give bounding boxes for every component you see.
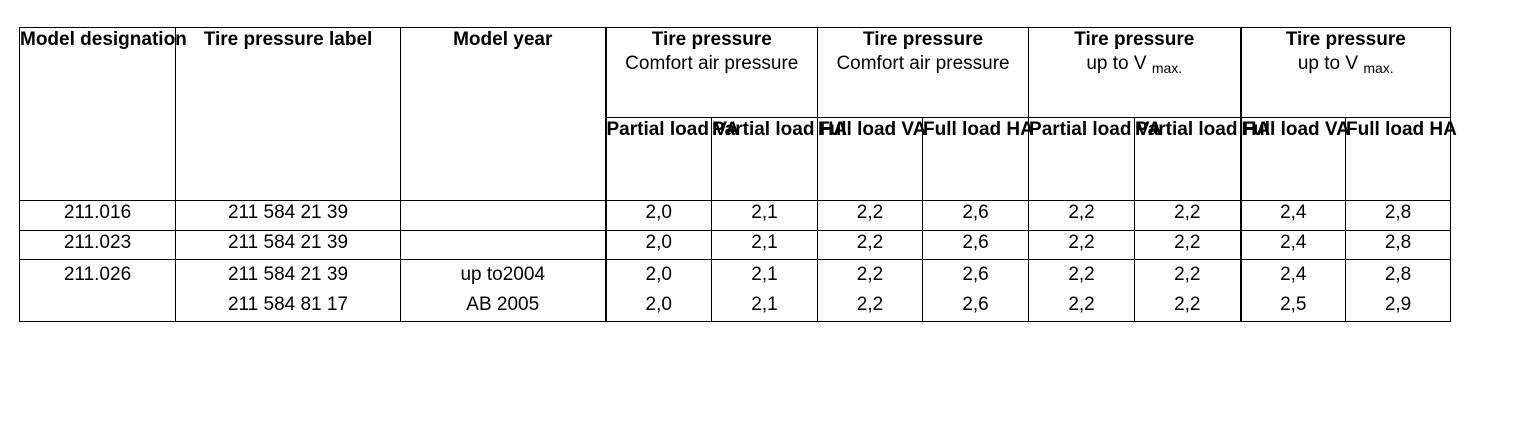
value-cell — [712, 260, 818, 322]
group-subscript: max. — [1151, 60, 1183, 76]
value-line: 2,6 — [962, 294, 989, 315]
group-title: Tire pressure — [1074, 29, 1195, 50]
subheader-partial-load-va: Partial load VA — [1029, 118, 1135, 201]
group-subtitle-text: up to V — [1086, 53, 1147, 74]
value-cell: 2,2 — [1029, 201, 1135, 231]
value-cell — [1029, 260, 1135, 322]
table-row — [20, 260, 1451, 322]
value-cell: 2,6 — [923, 231, 1029, 260]
value-line: 2,2 — [1068, 264, 1095, 285]
subheader-full-load-ha: Full load HA — [923, 118, 1029, 201]
model-text: 211.026 — [63, 264, 132, 285]
value-cell: 2,0 — [606, 201, 712, 231]
year-cell — [401, 260, 606, 322]
value-cell: 2,4 — [1241, 231, 1346, 260]
value-cell — [818, 260, 923, 322]
year-line: up to2004 — [460, 264, 546, 285]
header-tire-pressure-label: Tire pressure label — [176, 28, 401, 201]
model-cell — [20, 260, 176, 322]
value-cell: 2,2 — [1029, 231, 1135, 260]
table-row — [20, 231, 1451, 260]
group-subtitle — [818, 52, 1028, 76]
header-group-comfort-partial — [606, 28, 818, 118]
value-line: 2,2 — [1068, 294, 1095, 315]
value-cell — [1241, 260, 1346, 322]
value-line: 2,5 — [1280, 294, 1307, 315]
header-model-year: Model year — [401, 28, 606, 201]
value-cell: 2,8 — [1346, 201, 1451, 231]
year-cell — [401, 201, 606, 231]
value-cell — [1135, 260, 1241, 322]
value-cell — [1346, 260, 1451, 322]
value-line: 2,0 — [645, 264, 672, 285]
value-line: 2,2 — [856, 294, 884, 315]
label-line: 211 584 81 17 — [227, 294, 349, 315]
value-line: 2,2 — [1174, 264, 1201, 285]
value-line: 2,2 — [856, 264, 884, 285]
subheader-partial-load-ha: Partial load HA — [712, 118, 818, 201]
tire-pressure-table — [19, 27, 1457, 322]
label-cell — [176, 260, 401, 322]
subheader-partial-load-va: Partial load VA — [606, 118, 712, 201]
value-line: 2,1 — [751, 264, 778, 285]
header-group-vmax-partial — [1029, 28, 1241, 118]
value-line: 2,1 — [751, 294, 778, 315]
subheader-full-load-va: Full load VA — [1241, 118, 1346, 201]
group-subtitle — [607, 52, 818, 76]
value-cell: 2,1 — [712, 201, 818, 231]
value-cell: 2,2 — [818, 231, 923, 260]
group-subtitle-text: up to V — [1297, 53, 1359, 74]
header-group-vmax-full — [1241, 28, 1451, 118]
table-row — [20, 201, 1451, 231]
subheader-full-load-ha: Full load HA — [1346, 118, 1451, 201]
subheader-full-load-va: Full load VA — [818, 118, 923, 201]
subheader-partial-load-ha: Partial load HA — [1135, 118, 1241, 201]
value-cell: 2,2 — [1135, 231, 1241, 260]
value-cell: 2,0 — [606, 231, 712, 260]
value-cell — [923, 260, 1029, 322]
value-cell: 2,1 — [712, 231, 818, 260]
group-subscript: max. — [1363, 60, 1394, 76]
value-cell: 2,2 — [818, 201, 923, 231]
group-subtitle-text: Comfort air pressure — [836, 53, 1010, 74]
value-line: 2,8 — [1384, 264, 1412, 285]
year-cell — [401, 231, 606, 260]
header-model-designation: Model designation — [20, 28, 176, 201]
label-cell: 211 584 21 39 — [176, 201, 401, 231]
value-cell: 2,4 — [1241, 201, 1346, 231]
value-line: 2,2 — [1174, 294, 1201, 315]
group-subtitle — [1029, 52, 1240, 76]
value-line: 2,6 — [962, 264, 989, 285]
value-cell — [606, 260, 712, 322]
model-cell: 211.016 — [20, 201, 176, 231]
label-cell: 211 584 21 39 — [176, 231, 401, 260]
value-line: 2,9 — [1384, 294, 1412, 315]
group-subtitle — [1242, 52, 1451, 76]
label-line: 211 584 21 39 — [227, 264, 349, 285]
group-subtitle-text: Comfort air pressure — [625, 53, 799, 74]
model-cell: 211.023 — [20, 231, 176, 260]
group-title: Tire pressure — [1285, 29, 1406, 50]
group-title: Tire pressure — [862, 29, 984, 50]
value-cell: 2,8 — [1346, 231, 1451, 260]
value-line: 2,0 — [645, 294, 672, 315]
group-title: Tire pressure — [651, 29, 772, 50]
value-line: 2,4 — [1280, 264, 1307, 285]
value-cell: 2,2 — [1135, 201, 1241, 231]
year-line: AB 2005 — [466, 294, 540, 315]
value-cell: 2,6 — [923, 201, 1029, 231]
header-group-comfort-full — [818, 28, 1029, 118]
